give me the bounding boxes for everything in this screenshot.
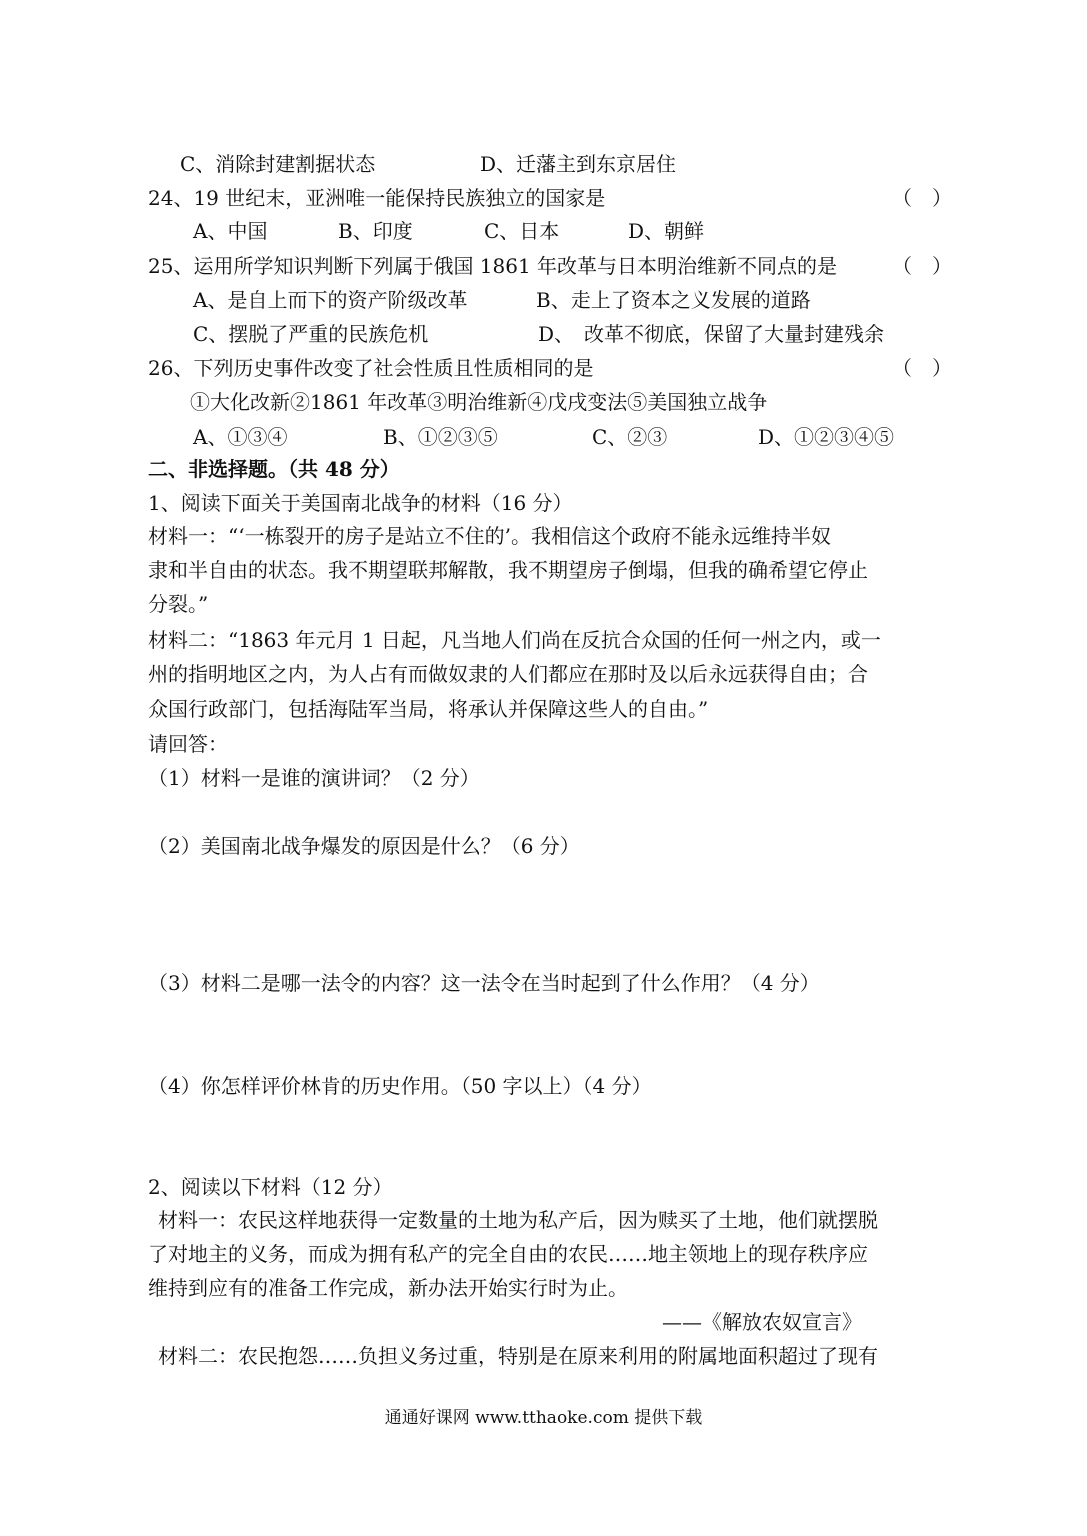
nq1-material2-line1: 材料二：“1863 年元月 1 日起，凡当地人们尚在反抗合众国的任何一州之内，或一 [148,628,881,652]
q23-option-c: C、消除封建割据状态 [180,152,376,176]
nq1-question-1: （1）材料一是谁的演讲词？（2 分） [148,766,480,790]
q26-items: ①大化改新②1861 年改革③明治维新④戊戌变法⑤美国独立战争 [190,390,768,414]
nq1-prompt: 请回答： [148,732,228,756]
nq1-material1-line3: 分裂。” [148,592,209,616]
nq1-heading: 1、阅读下面关于美国南北战争的材料（16 分） [148,491,573,515]
section-title: 二、非选择题。（共 48 分） [148,457,400,481]
nq2-material1-line3: 维持到应有的准备工作完成，新办法开始实行时为止。 [148,1276,628,1300]
nq2-heading: 2、阅读以下材料（12 分） [148,1175,393,1199]
q25-option-b: B、走上了资本之义发展的道路 [536,288,811,312]
nq1-material1-line2: 隶和半自由的状态。我不期望联邦解散，我不期望房子倒塌，但我的确希望它停止 [148,558,868,582]
q25-stem: 25、运用所学知识判断下列属于俄国 1861 年改革与日本明治维新不同点的是 [148,254,838,278]
q26-option-d: D、①②③④⑤ [758,425,895,449]
q25-answer-paren: （ ） [892,254,952,278]
page-footer: 通通好课网 www.tthaoke.com 提供下载 [384,1408,703,1428]
q25-option-d: D、 改革不彻底，保留了大量封建残余 [538,322,885,346]
nq2-source: ——《解放农奴宣言》 [662,1310,862,1334]
nq2-material1-line2: 了对地主的义务，而成为拥有私产的完全自由的农民……地主领地上的现存秩序应 [148,1242,868,1266]
nq2-material1-line1: 材料一：农民这样地获得一定数量的土地为私产后，因为赎买了土地，他们就摆脱 [158,1208,878,1232]
q26-stem: 26、下列历史事件改变了社会性质且性质相同的是 [148,356,594,380]
q26-option-b: B、①②③⑤ [383,425,498,449]
q26-option-a: A、①③④ [193,425,288,449]
q24-stem: 24、19 世纪末，亚洲唯一能保持民族独立的国家是 [148,186,606,210]
nq1-material2-line2: 州的指明地区之内，为人占有而做奴隶的人们都应在那时及以后永远获得自由；合 [148,662,868,686]
nq2-material2-line1: 材料二：农民抱怨……负担义务过重，特别是在原来利用的附属地面积超过了现有 [158,1344,878,1368]
q24-option-c: C、日本 [484,219,560,243]
q24-option-d: D、朝鲜 [628,219,705,243]
q25-option-c: C、摆脱了严重的民族危机 [193,322,429,346]
q26-answer-paren: （ ） [892,356,952,380]
nq1-question-2: （2）美国南北战争爆发的原因是什么？（6 分） [148,834,580,858]
q23-option-d: D、迁藩主到东京居住 [480,152,677,176]
nq1-question-4: （4）你怎样评价林肯的历史作用。（50 字以上）（4 分） [148,1074,652,1098]
nq1-question-3: （3）材料二是哪一法令的内容？这一法令在当时起到了什么作用？（4 分） [148,971,820,995]
q24-option-b: B、印度 [338,219,413,243]
nq1-material2-line3: 众国行政部门，包括海陆军当局，将承认并保障这些人的自由。” [148,697,709,721]
q24-answer-paren: （ ） [892,186,952,210]
q25-option-a: A、是自上而下的资产阶级改革 [193,288,468,312]
q24-option-a: A、中国 [193,219,268,243]
nq1-material1-line1: 材料一：“‘一栋裂开的房子是站立不住的’。我相信这个政府不能永远维持半奴 [148,524,831,548]
q26-option-c: C、②③ [592,425,668,449]
